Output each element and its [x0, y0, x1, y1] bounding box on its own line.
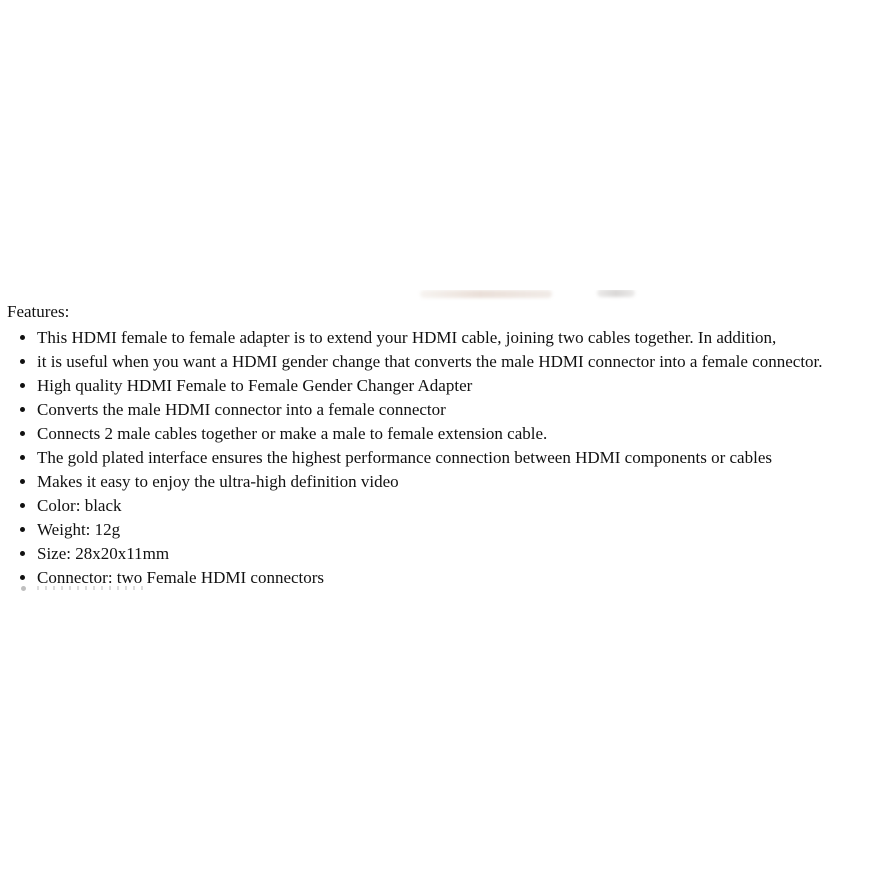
- image-fragment: [597, 290, 635, 297]
- truncated-bullet: [21, 586, 26, 591]
- feature-item: • High quality HDMI Female to Female Gender Changer Adapter: [37, 374, 823, 398]
- features-strip: [0, 290, 885, 595]
- features-heading: Features:: [7, 302, 70, 321]
- feature-item: • This HDMI female to female adapter is to extend your HDMI cable, joining two cables together. In addition,: [37, 326, 823, 350]
- feature-item: • Color: black: [37, 494, 823, 518]
- truncated-line: [37, 586, 147, 590]
- feature-item: • Makes it easy to enjoy the ultra-high definition video: [37, 470, 823, 494]
- feature-item: • Size: 28x20x11mm: [37, 542, 823, 566]
- feature-item: • The gold plated interface ensures the highest performance connection between HDMI components or cables: [37, 446, 823, 470]
- feature-item: • Connects 2 male cables together or make a male to female extension cable.: [37, 422, 823, 446]
- features-list: [0, 326, 823, 590]
- feature-item: • it is useful when you want a HDMI gender change that converts the male HDMI connector into a female connector.: [37, 350, 823, 374]
- feature-item: • Weight: 12g: [37, 518, 823, 542]
- feature-item: • Connector: two Female HDMI connectors: [37, 566, 823, 590]
- image-fragment: [420, 290, 552, 298]
- feature-item: • Converts the male HDMI connector into a female connector: [37, 398, 823, 422]
